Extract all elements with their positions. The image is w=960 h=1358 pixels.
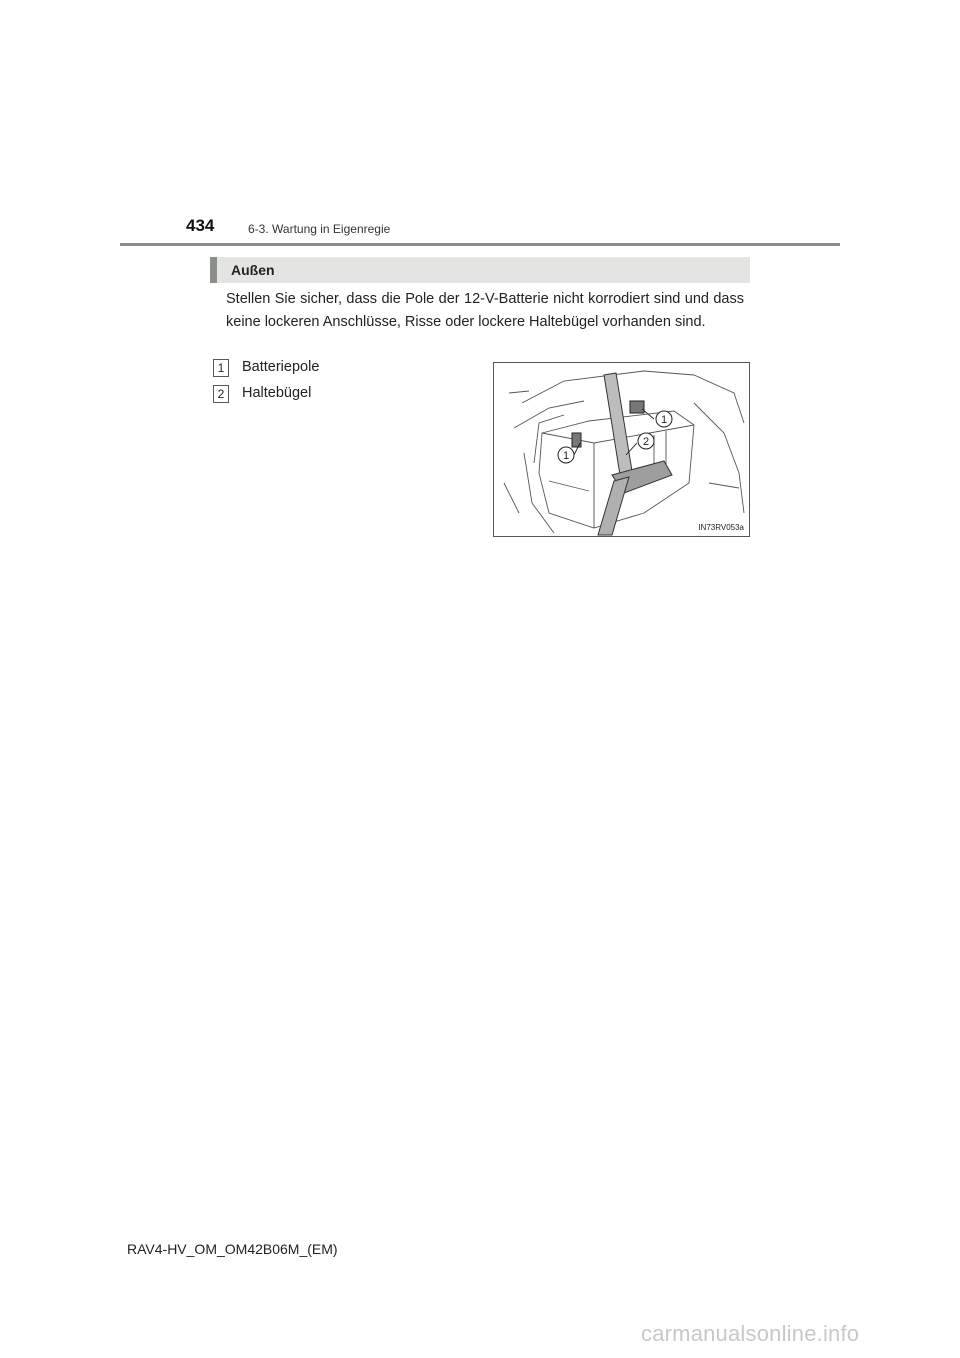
figure-code: IN73RV053a — [698, 523, 744, 532]
subheading-title: Außen — [231, 262, 275, 278]
legend-label: Batteriepole — [242, 359, 320, 375]
header-divider — [120, 243, 840, 246]
body-paragraph: Stellen Sie sicher, dass die Pole der 12-V-Batterie nicht korrodiert sind und dass keine lockeren Anschlüsse, Risse oder lockere Haltebügel vorhanden sind. — [226, 291, 744, 330]
battery-line-drawing — [494, 363, 749, 536]
battery-illustration — [493, 362, 750, 537]
figure-callout-label: 1 — [562, 450, 570, 462]
subheading-bar — [210, 257, 750, 283]
document-footer: RAV4-HV_OM_OM42B06M_(EM) — [127, 1241, 338, 1257]
page-number: 434 — [186, 216, 215, 235]
legend-number-badge: 1 — [213, 359, 229, 377]
legend-label: Haltebügel — [242, 385, 312, 401]
legend-number-badge: 2 — [213, 385, 229, 403]
watermark: carmanualsonline.info — [641, 1321, 860, 1346]
figure-callout-label: 1 — [660, 414, 668, 426]
figure-callout-label: 2 — [642, 436, 650, 448]
section-title: 6-3. Wartung in Eigenregie — [248, 222, 391, 236]
